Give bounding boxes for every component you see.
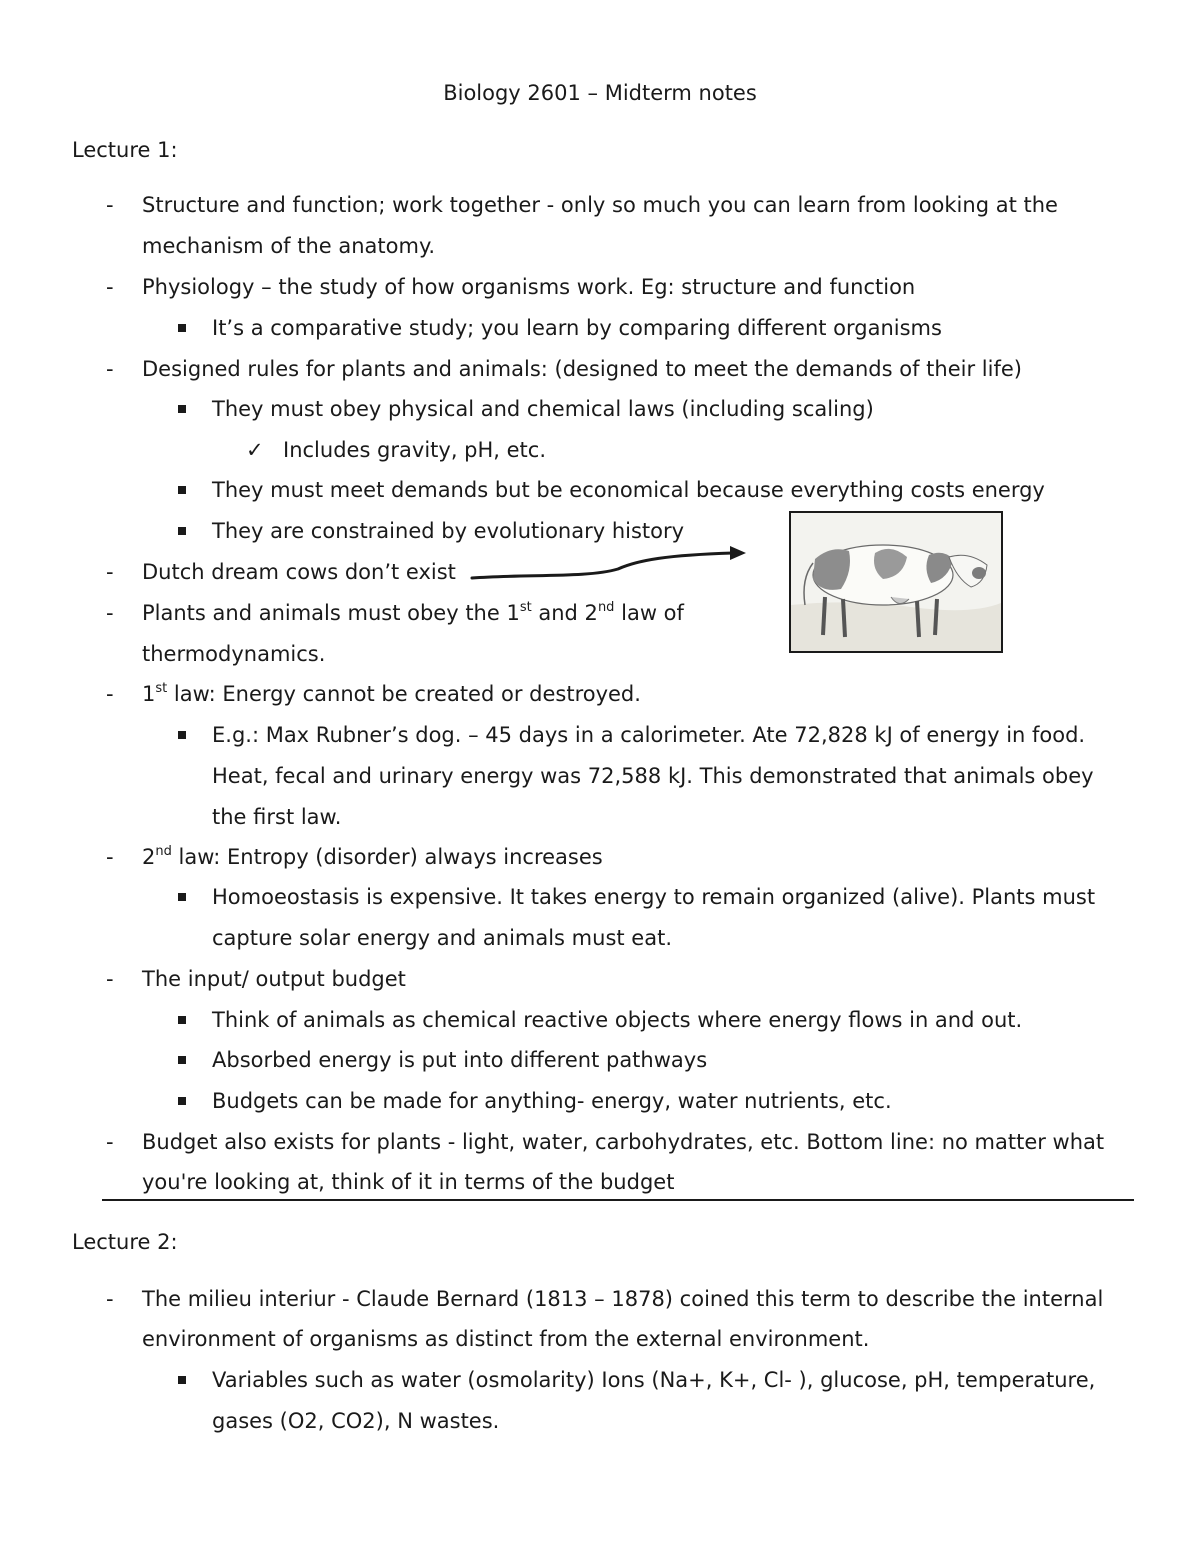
square-bullet-icon — [178, 405, 186, 413]
list-dash: - — [106, 275, 114, 299]
square-bullet-icon — [178, 486, 186, 494]
sub-list-item: They must meet demands but be economical because everything costs energy — [212, 478, 1045, 502]
square-bullet-icon — [178, 893, 186, 901]
lecture-2-heading: Lecture 2: — [72, 1230, 178, 1254]
list-item: Structure and function; work together - only so much you can learn from looking at the — [142, 193, 1058, 217]
square-bullet-icon — [178, 731, 186, 739]
list-item: Plants and animals must obey the 1st and 2nd law of — [142, 600, 684, 625]
sub-list-item-continuation: Heat, fecal and urinary energy was 72,588 kJ. This demonstrated that animals obey — [212, 764, 1094, 788]
sub-list-item: Budgets can be made for anything- energy, water nutrients, etc. — [212, 1089, 892, 1113]
list-dash: - — [106, 601, 114, 625]
sub-list-item: It’s a comparative study; you learn by comparing different organisms — [212, 316, 942, 340]
section-divider — [102, 1199, 1134, 1201]
list-item: 1st law: Energy cannot be created or destroyed. — [142, 681, 641, 706]
sub-list-item-continuation: the first law. — [212, 805, 342, 829]
sub-list-item-continuation: capture solar energy and animals must eat. — [212, 926, 672, 950]
list-item: Designed rules for plants and animals: (designed to meet the demands of their life) — [142, 357, 1022, 381]
list-dash: - — [106, 845, 114, 869]
sub-list-item: Absorbed energy is put into different pathways — [212, 1048, 708, 1072]
sub-list-item: Homoeostasis is expensive. It takes energy to remain organized (alive). Plants must — [212, 885, 1096, 909]
sub-list-item: E.g.: Max Rubner’s dog. – 45 days in a calorimeter. Ate 72,828 kJ of energy in food. — [212, 723, 1086, 747]
square-bullet-icon — [178, 527, 186, 535]
checkmark-icon: ✓ — [246, 438, 264, 462]
list-item-continuation: thermodynamics. — [142, 642, 326, 666]
sub-list-item: Variables such as water (osmolarity) Ions (Na+, K+, Cl- ), glucose, pH, temperature, — [212, 1368, 1096, 1392]
list-item: Dutch dream cows don’t exist — [142, 560, 456, 584]
list-item-continuation: you're looking at, think of it in terms of the budget — [142, 1170, 675, 1194]
sub-list-item: They must obey physical and chemical laws (including scaling) — [212, 397, 874, 421]
list-item: The milieu interiur - Claude Bernard (1813 – 1878) coined this term to describe the internal — [142, 1287, 1104, 1311]
square-bullet-icon — [178, 324, 186, 332]
square-bullet-icon — [178, 1376, 186, 1384]
list-dash: - — [106, 357, 114, 381]
square-bullet-icon — [178, 1097, 186, 1105]
list-dash: - — [106, 682, 114, 706]
hand-drawn-arrow-icon — [468, 538, 750, 588]
cow-image — [789, 511, 1003, 653]
list-item-continuation: environment of organisms as distinct from the external environment. — [142, 1327, 870, 1351]
sub-list-item-continuation: gases (O2, CO2), N wastes. — [212, 1409, 500, 1433]
list-dash: - — [106, 560, 114, 584]
list-item: Physiology – the study of how organisms work. Eg: structure and function — [142, 275, 916, 299]
list-item: Budget also exists for plants - light, water, carbohydrates, etc. Bottom line: no matter what — [142, 1130, 1105, 1154]
list-item-continuation: mechanism of the anatomy. — [142, 234, 436, 258]
square-bullet-icon — [178, 1016, 186, 1024]
sub-list-item: Think of animals as chemical reactive objects where energy flows in and out. — [212, 1008, 1023, 1032]
list-dash: - — [106, 193, 114, 217]
list-dash: - — [106, 967, 114, 991]
list-item: 2nd law: Entropy (disorder) always increases — [142, 844, 603, 869]
list-dash: - — [106, 1287, 114, 1311]
page-title: Biology 2601 – Midterm notes — [443, 81, 757, 105]
list-dash: - — [106, 1130, 114, 1154]
square-bullet-icon — [178, 1056, 186, 1064]
sub-list-item: They are constrained by evolutionary history — [212, 519, 685, 543]
list-item: The input/ output budget — [142, 967, 406, 991]
lecture-1-heading: Lecture 1: — [72, 138, 178, 162]
sub-sub-list-item: Includes gravity, pH, etc. — [283, 438, 547, 462]
